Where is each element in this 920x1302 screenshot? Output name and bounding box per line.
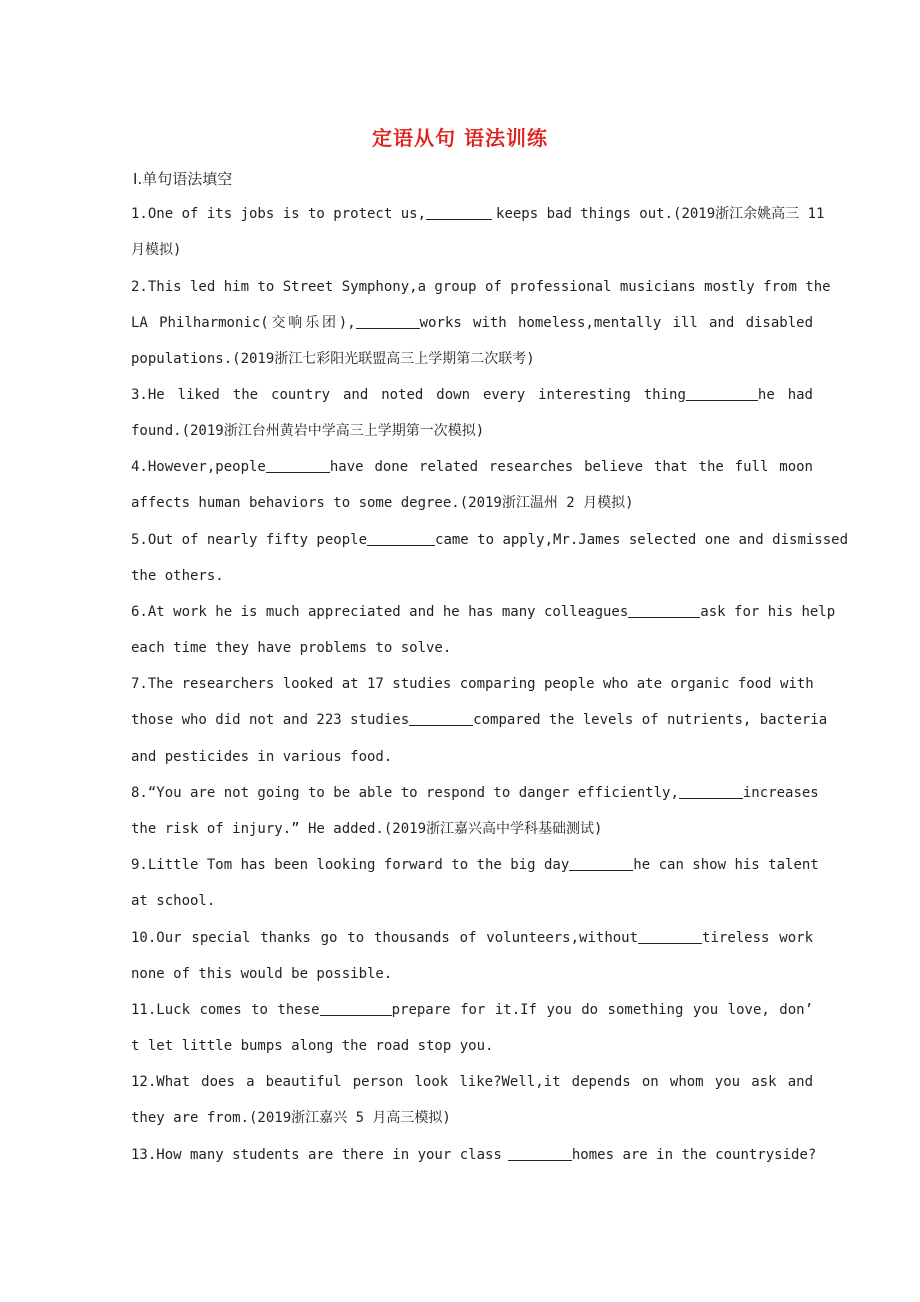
question-text: none of this would be possible. [131, 966, 393, 982]
question-text: 1.One of its jobs is to protect us, [131, 206, 427, 222]
question-text: compared the levels of nutrients, bacteria [473, 712, 828, 728]
question-text: 2.This led him to Street Symphony,a group of professional musicians mostly from the [131, 279, 831, 295]
question-text: they are from.(2019浙江嘉兴 5 月高三模拟) [131, 1110, 451, 1126]
question-4-line-1 [131, 457, 813, 477]
section-heading: Ⅰ.单句语法填空 [133, 170, 233, 188]
question-text: each time they have problems to solve. [131, 640, 452, 656]
question-text: 9.Little Tom has been looking forward to the big day [131, 857, 570, 873]
question-text: 13.How many students are there in your class [131, 1147, 502, 1163]
question-text: came to apply,Mr.James selected one and dismissed [435, 532, 849, 548]
question-text: homes are in the countryside? [571, 1147, 817, 1163]
question-10-line-2 [131, 964, 813, 984]
answer-blank[interactable] [426, 205, 492, 220]
question-text: keeps bad things out.(2019浙江余姚高三 11 [496, 206, 825, 222]
question-7-line-1 [131, 674, 813, 694]
answer-blank[interactable] [266, 458, 330, 473]
question-8-line-1 [131, 783, 819, 803]
question-text: ask for his help [700, 604, 836, 620]
question-text: works with homeless,mentally ill and disabled [419, 315, 814, 331]
answer-blank[interactable] [628, 603, 700, 618]
page-title: 定语从句 语法训练 [372, 126, 548, 150]
answer-blank[interactable] [367, 531, 435, 546]
answer-blank[interactable] [569, 856, 633, 871]
question-text: those who did not and 223 studies [131, 712, 410, 728]
answer-blank[interactable] [508, 1146, 572, 1161]
answer-blank[interactable] [686, 386, 758, 401]
question-6-line-2 [131, 638, 813, 658]
question-text: increases [742, 785, 819, 801]
question-text: he had [757, 387, 813, 403]
question-8-line-2 [131, 819, 813, 839]
question-9-line-2 [131, 891, 813, 911]
answer-blank[interactable] [679, 784, 743, 799]
question-1-line-1 [131, 204, 825, 224]
question-12-line-1 [131, 1072, 813, 1092]
question-9-line-1 [131, 855, 819, 875]
question-text: the others. [131, 568, 224, 584]
question-text: 7.The researchers looked at 17 studies comparing people who ate organic food with [131, 676, 814, 692]
question-text: 8.“You are not going to be able to respond to danger efficiently, [131, 785, 679, 801]
question-text: 3.He liked the country and noted down every interesting thing [131, 387, 686, 403]
question-2-line-3 [131, 349, 813, 369]
question-text: and pesticides in various food. [131, 749, 393, 765]
question-text: affects human behaviors to some degree.(2019浙江温州 2 月模拟) [131, 495, 634, 511]
question-text: 4.However,people [131, 459, 266, 475]
question-2-line-1 [131, 277, 831, 297]
question-text: 5.Out of nearly fifty people [131, 532, 368, 548]
answer-blank[interactable] [409, 711, 473, 726]
question-12-line-2 [131, 1108, 813, 1128]
question-text: populations.(2019浙江七彩阳光联盟高三上学期第二次联考) [131, 351, 535, 367]
answer-blank[interactable] [638, 929, 702, 944]
question-text: tireless work [702, 930, 813, 946]
question-text: 6.At work he is much appreciated and he has many colleagues [131, 604, 629, 620]
question-text: at school. [131, 893, 216, 909]
question-text: 10.Our special thanks go to thousands of volunteers,without [131, 930, 639, 946]
question-text: 11.Luck comes to these [131, 1002, 320, 1018]
question-11-line-2 [131, 1036, 813, 1056]
question-text: he can show his talent [633, 857, 819, 873]
question-5-line-2 [131, 566, 813, 586]
question-text: 月模拟) [131, 242, 182, 258]
question-text: LA Philharmonic(交响乐团), [131, 315, 356, 331]
question-13-line-1 [131, 1145, 817, 1165]
question-4-line-2 [131, 493, 813, 513]
question-2-line-2 [131, 313, 813, 333]
question-11-line-1 [131, 1000, 813, 1020]
question-10-line-1 [131, 928, 813, 948]
question-text: have done related researches believe that the full moon [329, 459, 813, 475]
answer-blank[interactable] [356, 314, 420, 329]
question-text: 12.What does a beautiful person look like?Well,it depends on whom you ask and [131, 1074, 813, 1090]
question-text: t let little bumps along the road stop you. [131, 1038, 494, 1054]
question-5-line-1 [131, 530, 849, 550]
question-text: the risk of injury.” He added.(2019浙江嘉兴高中学科基础测试) [131, 821, 603, 837]
question-text: found.(2019浙江台州黄岩中学高三上学期第一次模拟) [131, 423, 485, 439]
question-3-line-2 [131, 421, 813, 441]
question-1-line-2 [131, 240, 813, 260]
question-7-line-2 [131, 710, 828, 730]
question-6-line-1 [131, 602, 836, 622]
question-3-line-1 [131, 385, 813, 405]
answer-blank[interactable] [320, 1001, 392, 1016]
question-text: prepare for it.If you do something you love, don’ [391, 1002, 813, 1018]
question-7-line-3 [131, 747, 813, 767]
